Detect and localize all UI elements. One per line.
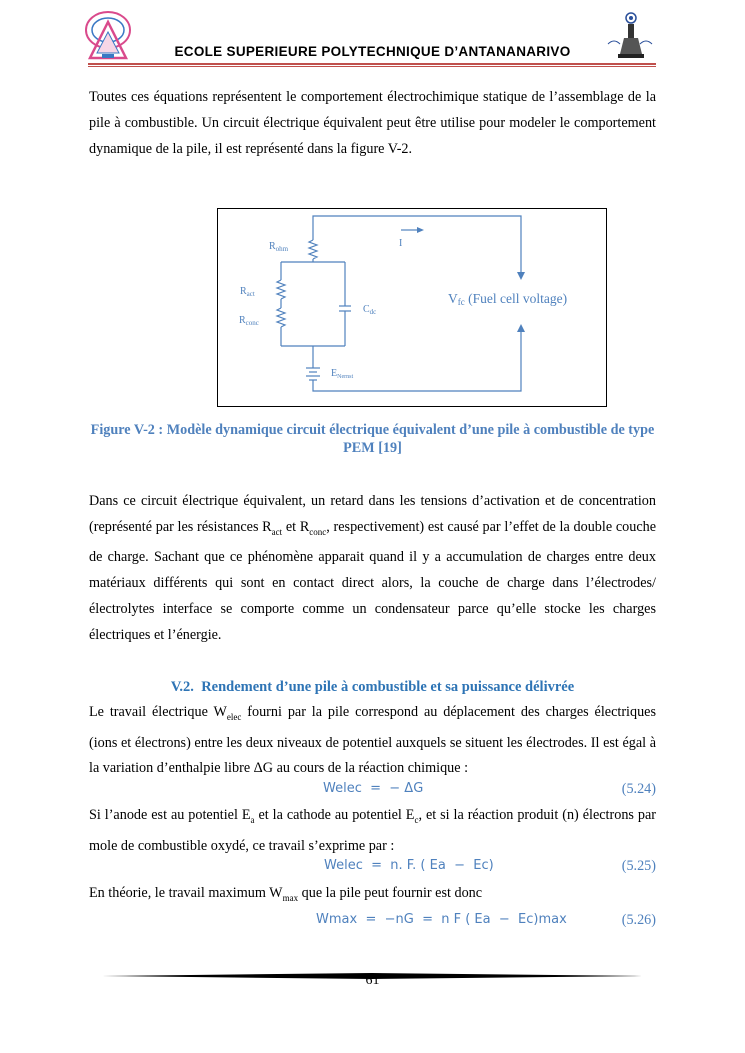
- p3-text-2: fourni par la pile correspond au déplacement des charges électriques (ions et électrons) entre les deux niveaux de potentiel auxquels se situent les électrodes. Il est égal à la variation d’enthalpie libre ΔG au cours de la réaction chimique :: [89, 704, 657, 777]
- equation-number: (5.24): [621, 781, 656, 797]
- paragraph-potentials: [89, 803, 656, 859]
- figure-caption: Figure V-2 : Modèle dynamique circuit électrique équivalent d’une pile à combustible de type PEM [19]: [90, 422, 655, 456]
- vfc-arrow-up: [517, 324, 525, 332]
- header-rule: [88, 63, 656, 65]
- intro-paragraph-text: Toutes ces équations représentent le comportement électrochimique statique de l’assemblage de la pile à combustible. Un circuit électrique équivalent peut être utilise pour modeler le comportement dynamique de la pile, il est représenté dans la figure V-2.: [89, 89, 656, 157]
- equation-number: (5.26): [621, 912, 656, 928]
- footer-rule: [102, 966, 642, 972]
- page-number: 61: [365, 973, 380, 988]
- p3-text-1: Le travail électrique W: [89, 704, 227, 720]
- vfc-label: Vfc (Fuel cell voltage): [448, 291, 568, 307]
- p2-text-1: Dans ce circuit électrique équivalent, un retard dans les tensions d’activation et de concentration (représenté par les résistances R: [89, 493, 656, 535]
- p5-sub-max: max: [282, 892, 299, 903]
- equation-expression: Welec = n. F. ( Ea − Ec): [324, 858, 494, 873]
- p2-sub-act: act: [271, 526, 283, 537]
- section-heading: [0, 679, 745, 696]
- circuit-diagram: [217, 208, 607, 407]
- p4-text-3: , et si la réaction produit (n) électrons par mole de combustible oxydé, ce travail s’exprime par :: [89, 807, 656, 854]
- p2-sub-conc: conc: [309, 526, 327, 537]
- top-wire: [313, 216, 521, 276]
- equation-5-24: [89, 779, 656, 801]
- e-nernst-label: $E_{Nernst}$: [331, 368, 354, 380]
- p4-sub-a: a: [250, 814, 255, 825]
- r-act-label: $R_{act}$: [240, 286, 255, 298]
- p4-text-1: Si l’anode est au potentiel E: [89, 807, 251, 823]
- equation-expression: Welec = − ΔG: [323, 781, 424, 796]
- paragraph-double-layer: [89, 489, 656, 649]
- p2-text-2: et R: [282, 518, 310, 535]
- r-ohm-resistor: [309, 240, 317, 259]
- vfc-arrow-down: [517, 272, 525, 280]
- paragraph-max-work: [89, 881, 656, 912]
- p5-text-1: En théorie, le travail maximum W: [89, 885, 283, 901]
- current-arrow-head: [417, 227, 424, 233]
- paragraph-electrical-work: [89, 700, 656, 782]
- current-label: I: [399, 238, 403, 249]
- equation-5-25: [89, 856, 656, 878]
- equation-number: (5.25): [621, 858, 656, 874]
- header-title: ECOLE SUPERIEURE POLYTECHNIQUE D’ANTANANARIVO: [174, 44, 571, 59]
- p5-text-2: que la pile peut fournir est donc: [298, 885, 483, 901]
- r-ohm-label: $R_{ohm}$: [269, 241, 289, 253]
- p4-text-2: et la cathode au potentiel E: [254, 807, 415, 823]
- equation-expression: Wmax = −nG = n F ( Ea − Ec)max: [316, 912, 567, 927]
- circuit-figure: [217, 208, 607, 407]
- equation-5-26: [89, 910, 656, 932]
- p2-text-3: , respectivement) est causé par l’effet de la double couche de charge. Sachant que ce phénomène apparait quand il y a accumulation de charges entre deux matériaux différents qui sont en contact direct alors, la couche de charge dans l’électrodes/électrolytes interface se comporte comme un condensateur parce qu’elle stocke les charges électriques et l’énergie.: [89, 518, 657, 643]
- header-rule-thin: [88, 66, 656, 67]
- bottom-wire: [313, 328, 521, 391]
- intro-paragraph: [89, 85, 656, 162]
- r-act-resistor: [277, 280, 285, 299]
- c-dc-label: $C_{dc}$: [363, 304, 377, 316]
- section-title: Rendement d’une pile à combustible et sa puissance délivrée: [201, 679, 575, 695]
- p3-sub-elec: elec: [226, 711, 242, 722]
- p4-sub-c: c: [414, 814, 419, 825]
- r-conc-resistor: [277, 308, 285, 327]
- section-number: V.2.: [170, 679, 194, 695]
- r-conc-label: $R_{conc}$: [239, 315, 259, 327]
